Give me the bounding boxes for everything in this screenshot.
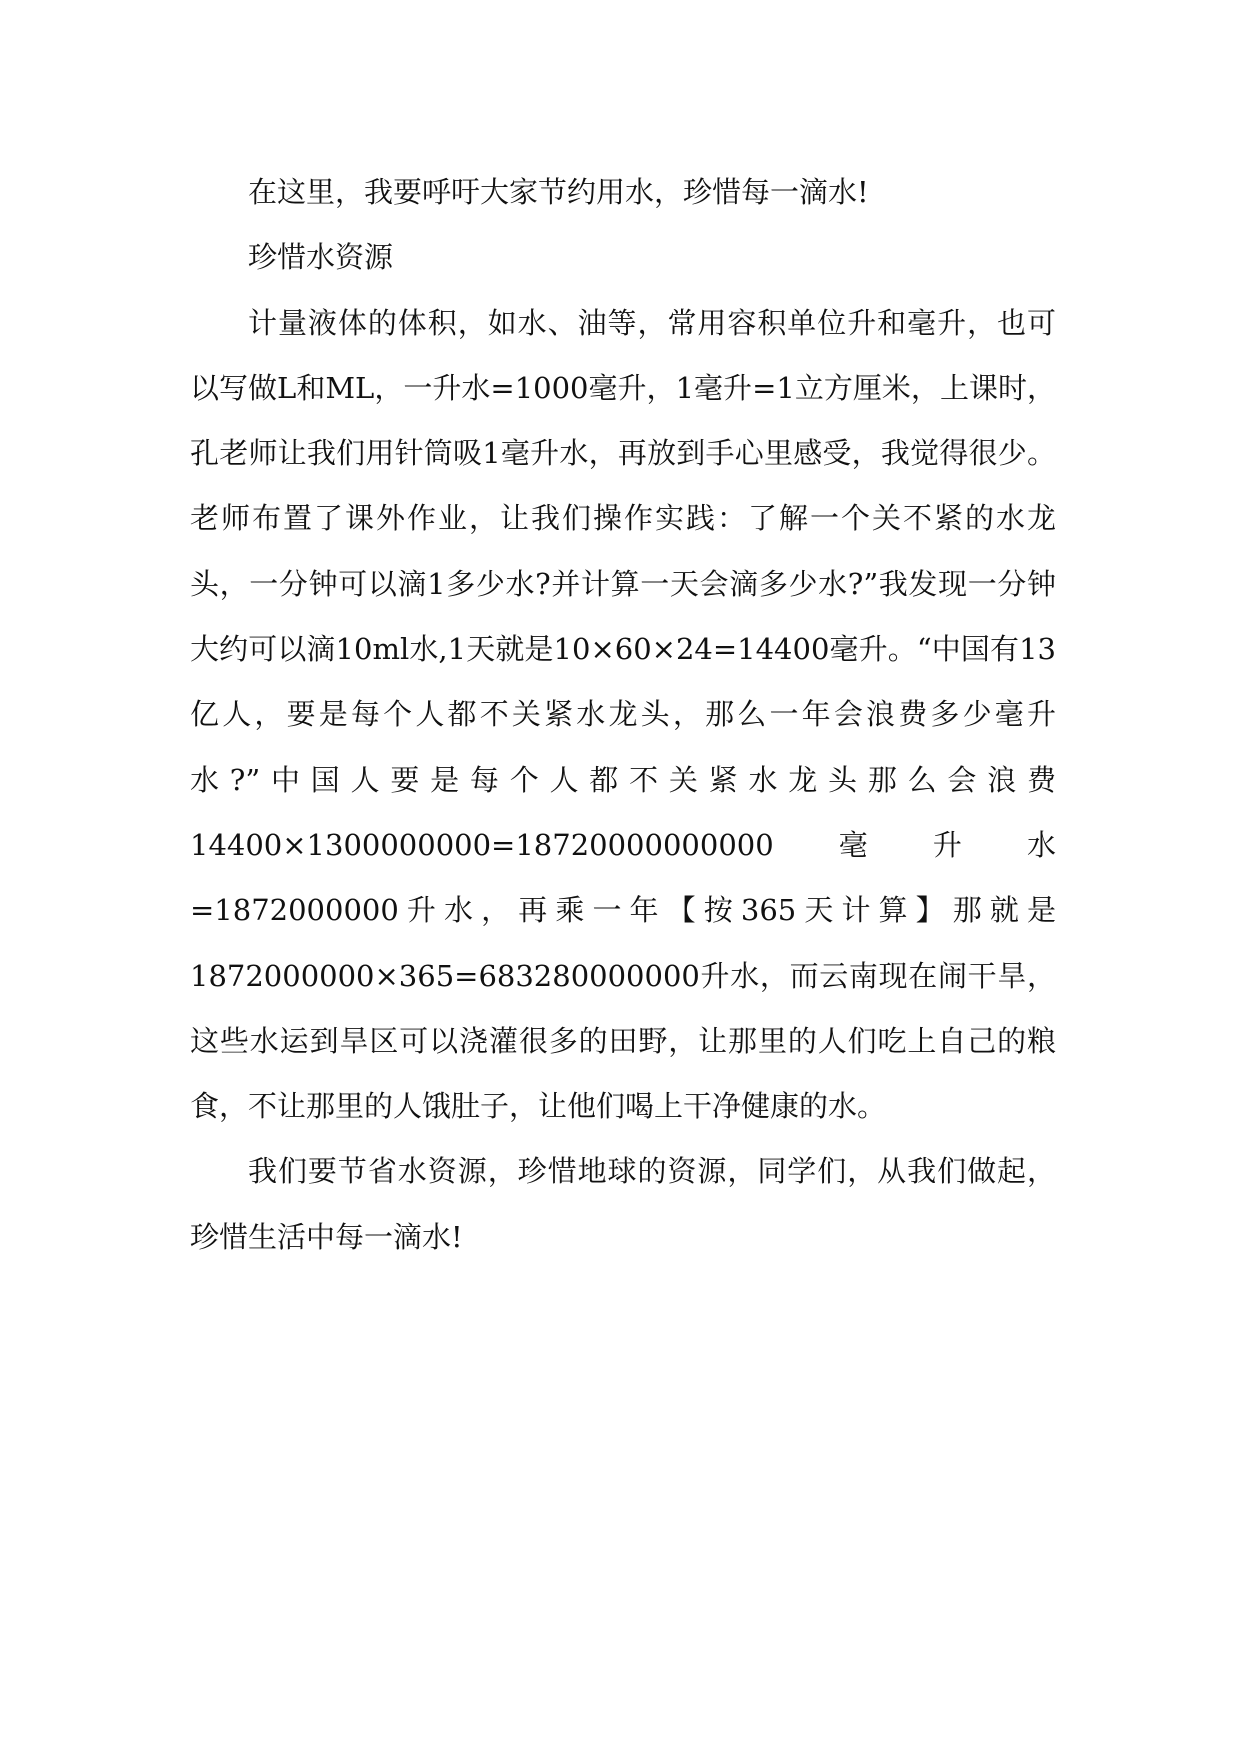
paragraph-heading: 珍惜水资源	[248, 240, 394, 275]
document-body	[190, 160, 1056, 1270]
paragraph-conclusion: 我们要节省水资源，珍惜地球的资源，同学们，从我们做起，珍惜生活中每一滴水!	[190, 1154, 1056, 1254]
paragraph-calculation: 计量液体的体积，如水、油等，常用容积单位升和毫升，也可以写做L和ML，一升水=1000毫升，1毫升=1立方厘米，上课时，孔老师让我们用针筒吸1毫升水，再放到手心里感受，我觉得很少。老师布置了课外作业，让我们操作实践：了解一个关不紧的水龙头，一分钟可以滴1多少水?并计算一天会滴多少水?”我发现一分钟大约可以滴10ml水,1天就是10×60×24=14400毫升。“中国有13亿人，要是每个人都不关紧水龙头，那么一年会浪费多少毫升水?”中国人要是每个人都不关紧水龙头那么会浪费14400×1300000000=18720000000000毫升水=1872000000升水，再乘一年【按365天计算】那就是1872000000×365=683280000000升水，而云南现在闹干旱，这些水运到旱区可以浇灌很多的田野，让那里的人们吃上自己的粮食，不让那里的人饿肚子，让他们喝上干净健康的水。	[190, 305, 1056, 1124]
paragraph-appeal: 在这里，我要呼吁大家节约用水，珍惜每一滴水!	[248, 175, 869, 209]
